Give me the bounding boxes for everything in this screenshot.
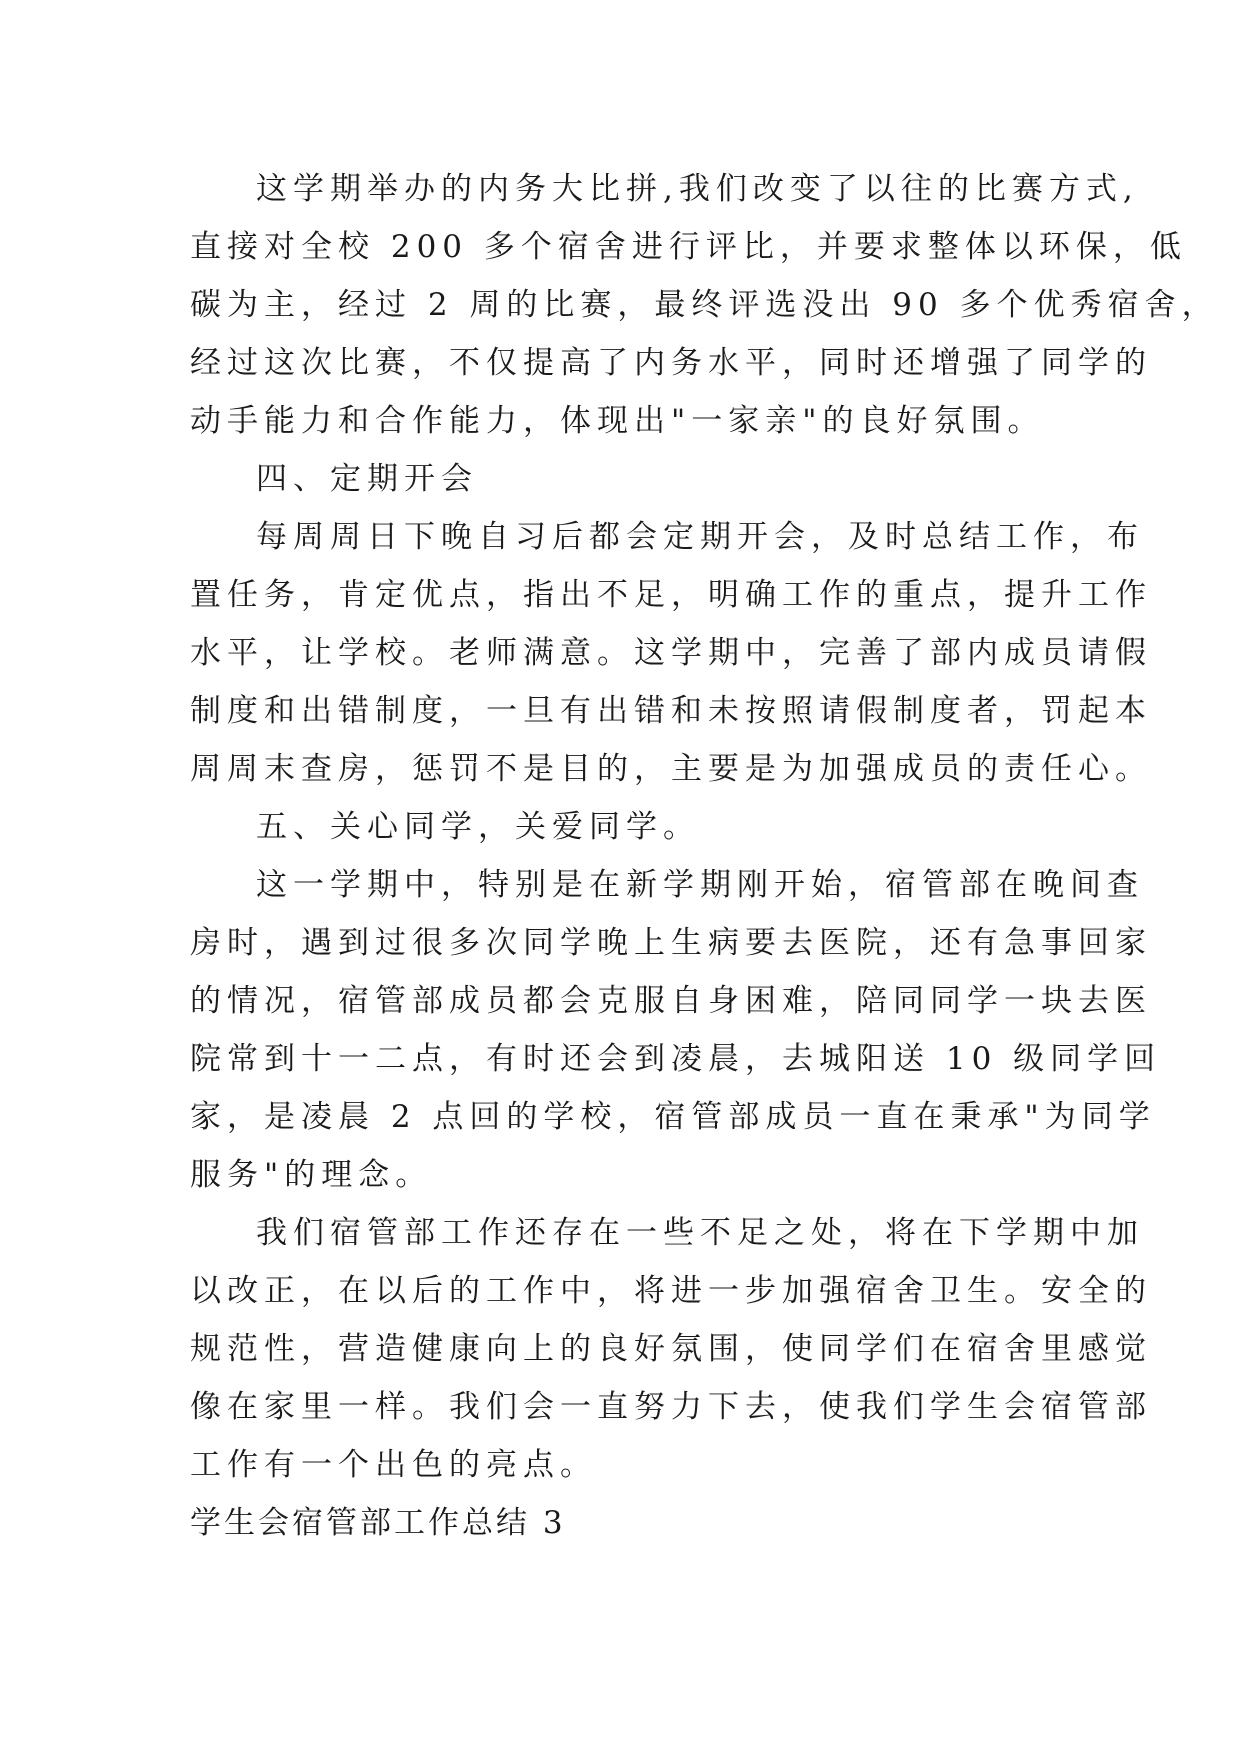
paragraph-line: 碳为主，经过 2 周的比赛，最终评选没出 90 多个优秀宿舍， [190, 287, 1219, 323]
paragraph-line: 家，是凌晨 2 点回的学校，宿管部成员一直在秉承"为同学 [190, 1099, 1156, 1135]
paragraph-line: 以改正，在以后的工作中，将进一步加强宿舍卫生。安全的 [190, 1273, 1152, 1309]
section-title: 学生会宿管部工作总结 3 [190, 1505, 566, 1541]
paragraph-line: 院常到十一二点，有时还会到凌晨，去城阳送 10 级同学回 [190, 1041, 1162, 1077]
paragraph-line: 水平，让学校。老师满意。这学期中，完善了部内成员请假 [190, 635, 1152, 671]
section-heading: 五、关心同学，关爱同学。 [256, 809, 700, 845]
paragraph-line: 我们宿管部工作还存在一些不足之处，将在下学期中加 [256, 1215, 1144, 1251]
paragraph-line: 像在家里一样。我们会一直努力下去，使我们学生会宿管部 [190, 1389, 1152, 1425]
paragraph-line: 直接对全校 200 多个宿舍进行评比，并要求整体以环保，低 [190, 229, 1187, 265]
paragraph-line: 经过这次比赛，不仅提高了内务水平，同时还增强了同学的 [190, 345, 1152, 381]
paragraph-line: 周周末查房，惩罚不是目的，主要是为加强成员的责任心。 [190, 751, 1152, 787]
paragraph-line: 制度和出错制度，一旦有出错和未按照请假制度者，罚起本 [190, 693, 1152, 729]
paragraph-line: 这学期举办的内务大比拼,我们改变了以往的比赛方式, [256, 171, 1139, 207]
paragraph-line: 房时，遇到过很多次同学晚上生病要去医院，还有急事回家 [190, 925, 1152, 961]
document-body [190, 160, 1219, 1552]
paragraph-line: 工作有一个出色的亮点。 [190, 1447, 597, 1483]
paragraph-line: 这一学期中，特别是在新学期刚开始，宿管部在晚间查 [256, 867, 1144, 903]
paragraph-line: 规范性，营造健康向上的良好氛围，使同学们在宿舍里感觉 [190, 1331, 1152, 1367]
section-heading: 四、定期开会 [256, 461, 478, 497]
paragraph-line: 的情况，宿管部成员都会克服自身困难，陪同同学一块去医 [190, 983, 1152, 1019]
paragraph-line: 动手能力和合作能力，体现出"一家亲"的良好氛围。 [190, 403, 1045, 439]
paragraph-line: 置任务，肯定优点，指出不足，明确工作的重点，提升工作 [190, 577, 1152, 613]
paragraph-line: 服务"的理念。 [190, 1157, 433, 1193]
paragraph-line: 每周周日下晚自习后都会定期开会，及时总结工作，布 [256, 519, 1144, 555]
